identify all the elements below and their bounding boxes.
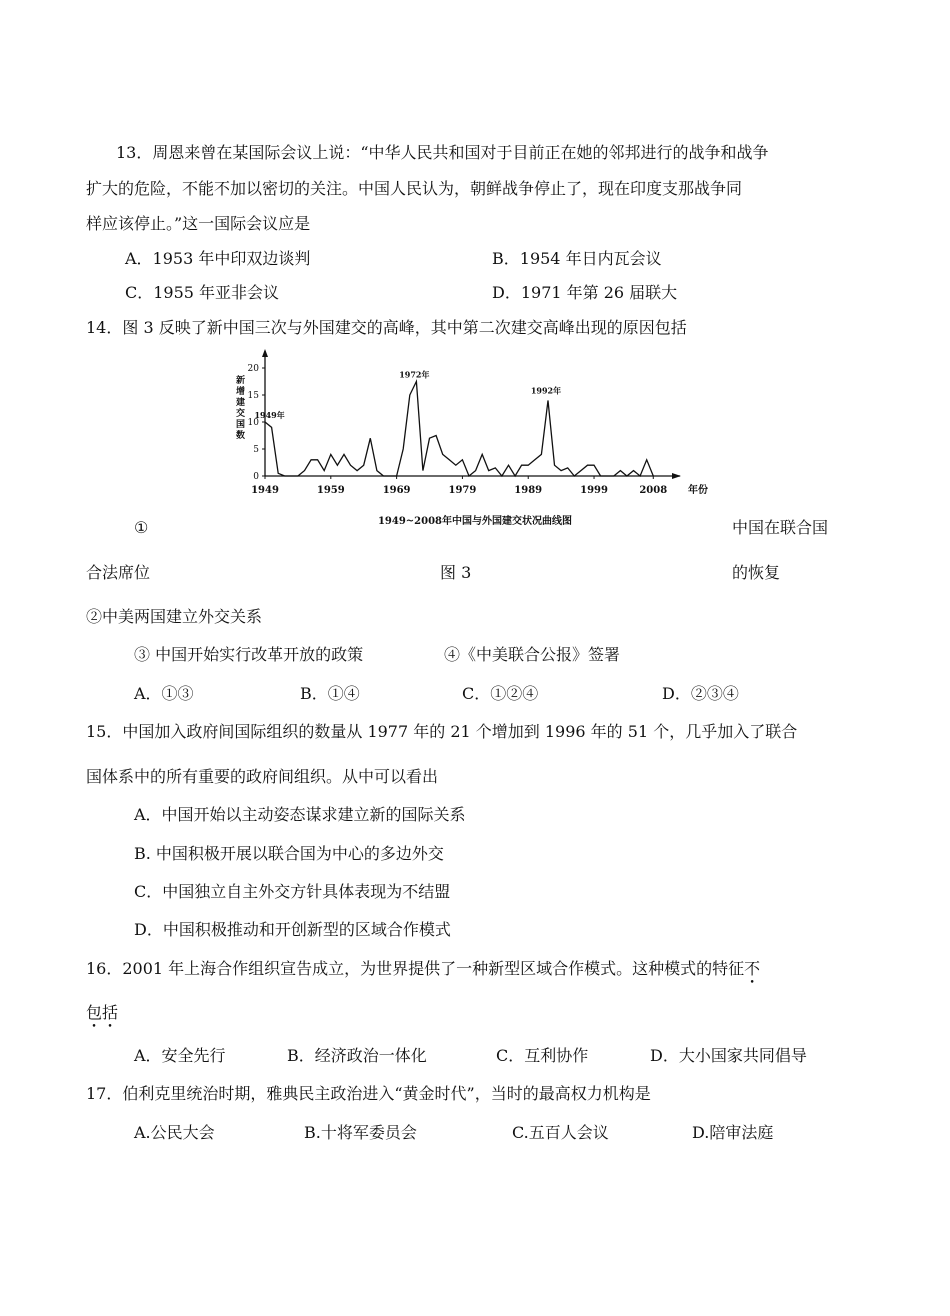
chart-annotation-0: 1949年 xyxy=(254,410,285,420)
q15-option-d: D．中国积极推动和开创新型的区域合作模式 xyxy=(134,920,451,939)
chart-ylabel-char-0: 新 xyxy=(236,376,246,386)
q17-option-b: B.十将军委员会 xyxy=(304,1123,417,1142)
chart-xtick-label-2: 1969 xyxy=(382,485,411,496)
q16-emphasis-kuo: 括 xyxy=(102,1003,119,1022)
q17-option-c: C.五百人会议 xyxy=(512,1123,609,1142)
q16-option-c: C．互利协作 xyxy=(496,1046,589,1065)
q13-stem-line1: 13．周恩来曾在某国际会议上说：“中华人民共和国对于目前正在她的邻邦进行的战争和战争 xyxy=(116,143,769,162)
q17-option-a: A.公民大会 xyxy=(134,1123,215,1142)
chart-ylabel-char-3: 交 xyxy=(236,409,246,419)
figure-3-chart xyxy=(210,343,740,538)
q14-item3: ③ 中国开始实行改革开放的政策 xyxy=(134,645,364,664)
q15-stem-line1: 15．中国加入政府间国际组织的数量从 1977 年的 21 个增加到 1996 年的 51 个，几乎加入了联合 xyxy=(86,722,798,741)
chart-annotation-2: 1992年 xyxy=(530,385,562,396)
q16-stem-main: 16．2001 年上海合作组织宣告成立，为世界提供了一种新型区域合作模式。这种模式的特征 xyxy=(86,959,745,978)
q16-stem-line2 xyxy=(86,1002,118,1024)
q13-option-c: C．1955 年亚非会议 xyxy=(125,283,280,302)
chart-ylabel-char-1: 增 xyxy=(236,387,246,397)
q13-option-d: D．1971 年第 26 届联大 xyxy=(492,283,678,302)
q14-item1-left-cont: 合法席位 xyxy=(86,563,151,582)
chart-xtick-label-3: 1979 xyxy=(448,485,477,496)
chart-xtick-label-1: 1959 xyxy=(316,485,345,496)
chart-ytick-label-2: 10 xyxy=(247,418,259,428)
chart-xtick-label-6: 2008 xyxy=(639,485,668,496)
q14-option-d: D．②③④ xyxy=(662,684,739,703)
chart-ytick-label-4: 20 xyxy=(247,364,259,374)
q16-option-d: D．大小国家共同倡导 xyxy=(650,1046,807,1065)
q15-option-c: C．中国独立自主外交方针具体表现为不结盟 xyxy=(134,882,451,901)
chart-ytick-label-3: 15 xyxy=(247,391,259,401)
q13-option-a: A．1953 年中印双边谈判 xyxy=(125,249,311,268)
q15-option-a: A．中国开始以主动姿态谋求建立新的国际关系 xyxy=(134,805,466,824)
chart-annotation-1: 1972年 xyxy=(399,369,430,380)
chart-ylabel xyxy=(236,374,245,441)
q14-item1-right: 中国在联合国 xyxy=(732,518,829,537)
q17-stem: 17．伯利克里统治时期，雅典民主政治进入“黄金时代”，当时的最高权力机构是 xyxy=(86,1084,651,1103)
q16-emphasis-bao: 包 xyxy=(86,1003,103,1022)
q14-item1-right-cont: 的恢复 xyxy=(732,563,781,582)
q14-item2: ②中美两国建立外交关系 xyxy=(86,607,263,626)
q16-stem-line1 xyxy=(86,958,760,980)
chart-y-arrow xyxy=(262,349,268,357)
chart-ylabel-char-2: 建 xyxy=(236,398,246,408)
q14-option-a: A．①③ xyxy=(134,684,194,703)
q16-emphasis-bu: 不 xyxy=(744,959,761,978)
chart-series-line xyxy=(265,382,653,477)
chart-ytick-label-1: 5 xyxy=(253,445,259,455)
q16-option-b: B．经济政治一体化 xyxy=(287,1046,427,1065)
q13-stem-line3: 样应该停止。”这一国际会议应是 xyxy=(86,214,311,233)
chart-xtick-label-0: 1949 xyxy=(251,485,279,496)
q17-option-d: D.陪审法庭 xyxy=(692,1123,774,1142)
chart-title: 1949~2008年中国与外国建交状况曲线图 xyxy=(377,516,573,527)
q14-stem: 14．图 3 反映了新中国三次与外国建交的高峰，其中第二次建交高峰出现的原因包括 xyxy=(86,318,687,337)
q13-stem-line2: 扩大的危险，不能不加以密切的关注。中国人民认为，朝鲜战争停止了，现在印度支那战争同 xyxy=(86,179,743,198)
chart-xtick-label-4: 1989 xyxy=(514,485,543,496)
chart-ytick-label-0: 0 xyxy=(253,472,259,482)
q13-option-b: B．1954 年日内瓦会议 xyxy=(492,249,662,268)
q16-option-a: A．安全先行 xyxy=(134,1046,226,1065)
chart-xtick-label-5: 1999 xyxy=(580,485,608,496)
chart-ylabel-char-4: 国 xyxy=(236,420,246,430)
q14-option-c: C．①②④ xyxy=(462,684,539,703)
q15-stem-line2: 国体系中的所有重要的政府间组织。从中可以看出 xyxy=(86,767,439,786)
chart-xlabel: 年份 xyxy=(688,485,708,496)
q15-option-b: B. 中国积极开展以联合国为中心的多边外交 xyxy=(134,844,444,863)
q14-item4: ④《中美联合公报》签署 xyxy=(444,645,621,664)
figure-label: 图 3 xyxy=(440,563,472,582)
q14-item1-marker: ① xyxy=(134,518,149,537)
chart-ylabel-char-5: 数 xyxy=(236,431,246,441)
q14-option-b: B．①④ xyxy=(300,684,360,703)
chart-axes xyxy=(262,349,681,479)
chart-x-arrow xyxy=(672,473,681,479)
